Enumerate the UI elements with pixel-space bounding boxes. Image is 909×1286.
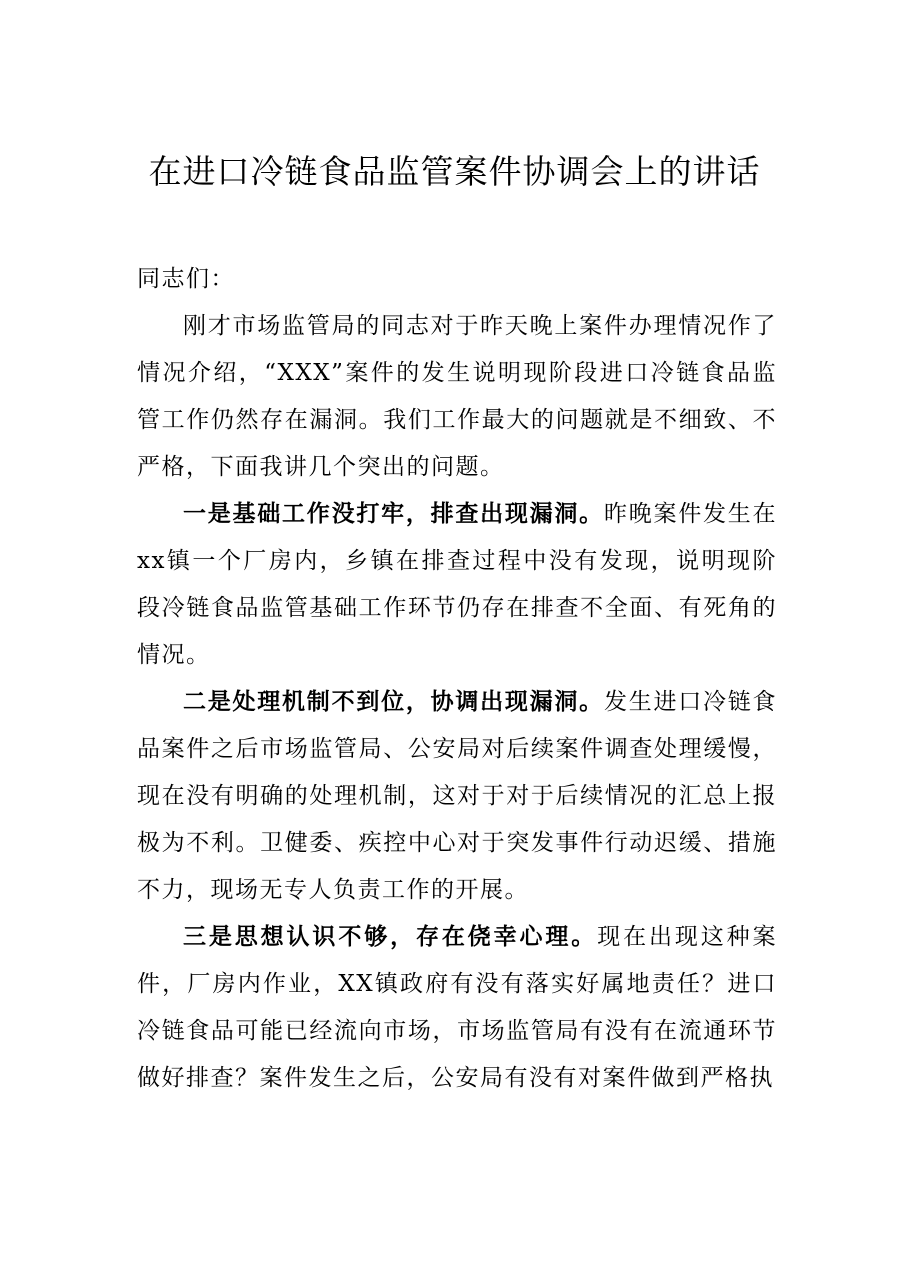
paragraph-text: 现在出现这种案件，厂房内作业，XX镇政府有没有落实好属地责任？进口冷链食品可能已经流向市场，市场监管局有没有在流通环节做好排查？案件发生之后，公安局有没有对案件做到严格执 bbox=[137, 924, 778, 1091]
paragraph-text: 刚才市场监管局的同志对于昨天晚上案件办理情况作了情况介绍，“XXX”案件的发生说明现阶段进口冷链食品监管工作仍然存在漏洞。我们工作最大的问题就是不细致、不严格，下面我讲几个突出的问题。 bbox=[137, 313, 777, 480]
paragraph-text: 昨晚案件发生在xx镇一个厂房内，乡镇在排查过程中没有发现，说明现阶段冷链食品监管基础工作环节仍存在排查不全面、有死角的情况。 bbox=[137, 501, 778, 668]
paragraph-point-3 bbox=[137, 914, 777, 1102]
paragraph-point-1 bbox=[137, 491, 777, 679]
paragraph-point-2 bbox=[137, 679, 777, 914]
paragraph-lead: 二是处理机制不到位，协调出现漏洞。 bbox=[183, 689, 604, 715]
paragraph-intro bbox=[137, 303, 777, 491]
document-title: 在进口冷链食品监管案件协调会上的讲话 bbox=[148, 152, 761, 191]
greeting: 同志们： bbox=[137, 266, 235, 292]
document-body bbox=[137, 256, 777, 1102]
paragraph-lead: 三是思想认识不够，存在侥幸心理。 bbox=[183, 924, 598, 950]
paragraph-text: 发生进口冷链食品案件之后市场监管局、公安局对后续案件调查处理缓慢，现在没有明确的处理机制，这对于对于后续情况的汇总上报极为不利。卫健委、疾控中心对于突发事件行动迟缓、措施不力，现场无专人负责工作的开展。 bbox=[137, 689, 778, 903]
paragraph-lead: 一是基础工作没打牢，排查出现漏洞。 bbox=[183, 501, 604, 527]
